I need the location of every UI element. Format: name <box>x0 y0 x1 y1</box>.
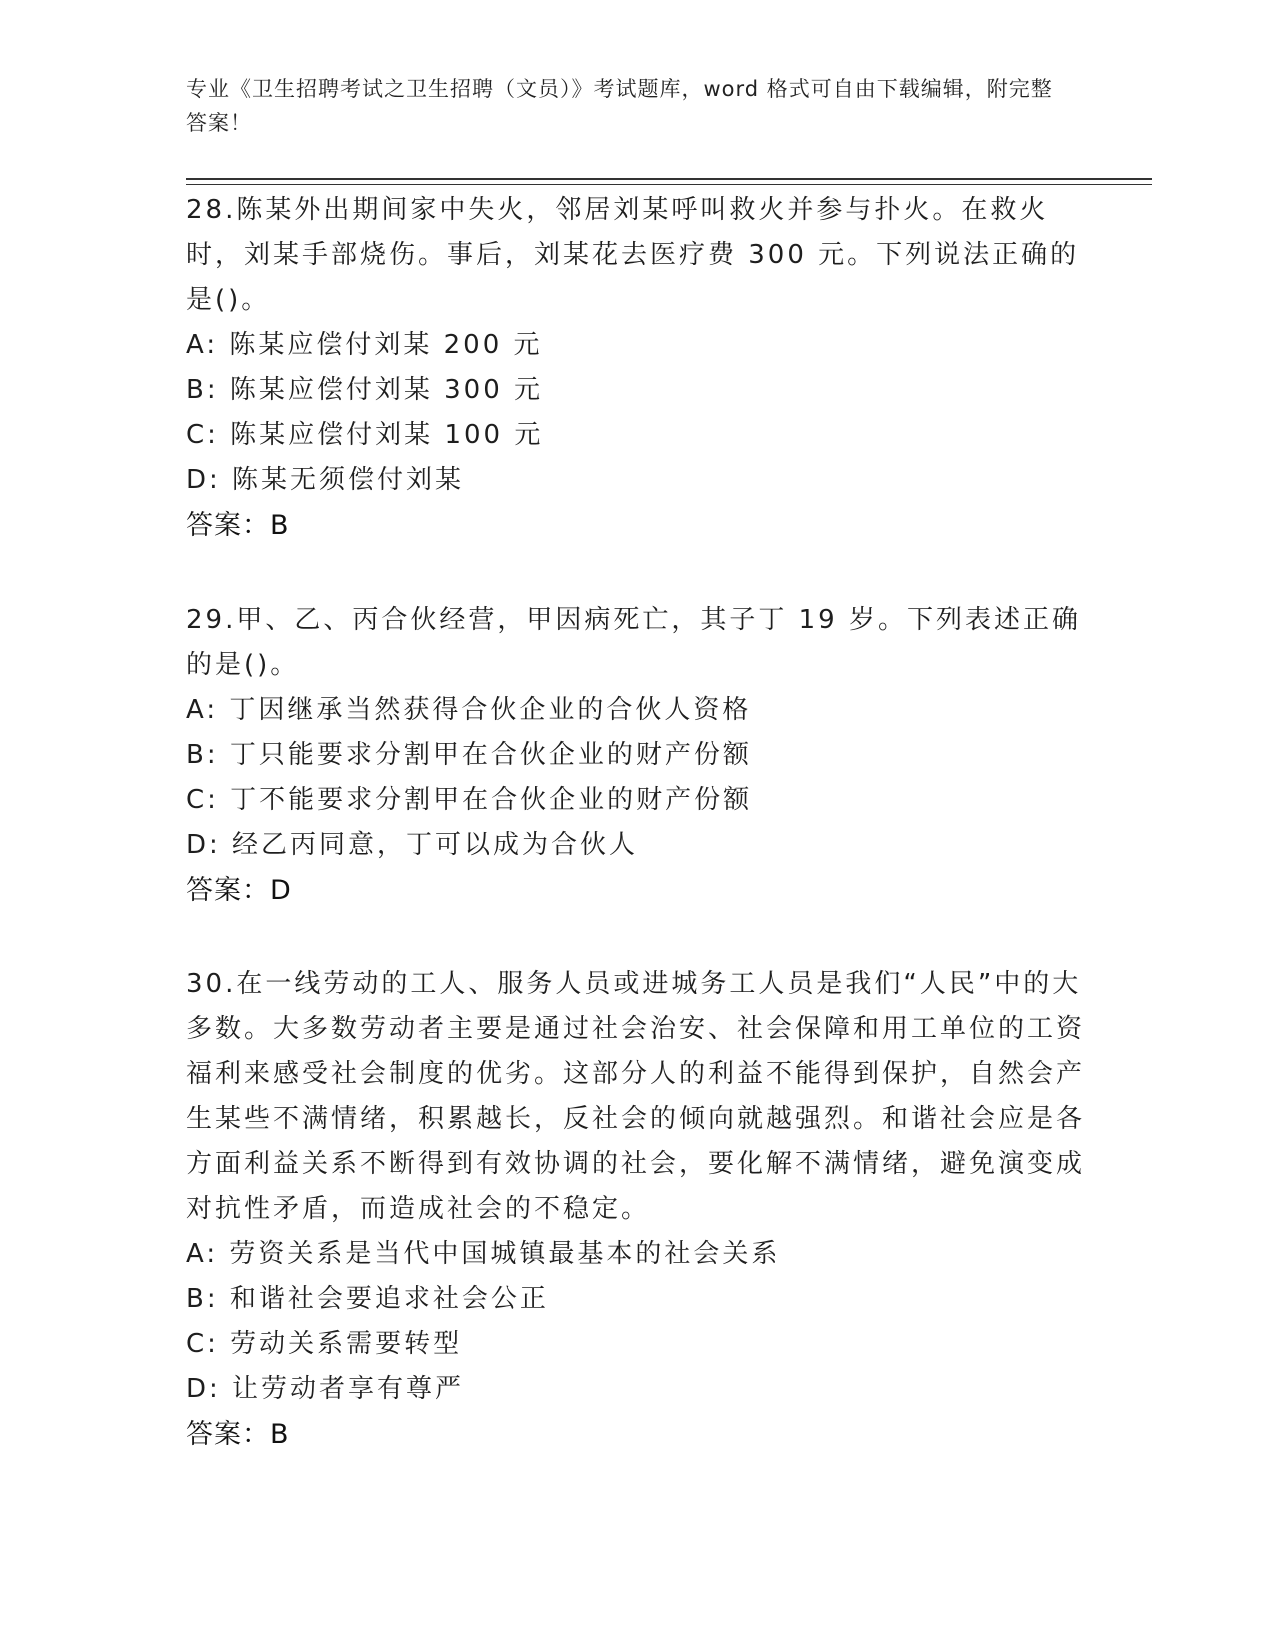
option-a: A: 丁因继承当然获得合伙企业的合伙人资格 <box>186 695 752 725</box>
question-28 <box>186 188 1086 549</box>
option-d: D: 经乙丙同意，丁可以成为合伙人 <box>186 830 639 860</box>
header-divider-thin <box>186 184 1152 185</box>
header-divider-thick <box>186 178 1152 180</box>
answer-label: 答案：B <box>186 1419 290 1450</box>
question-stem: 30.在一线劳动的工人、服务人员或进城务工人员是我们“人民”中的大多数。大多数劳动者主要是通过社会治安、社会保障和用工单位的工资福利来感受社会制度的优劣。这部分人的利益不能得到保护，自然会产生某些不满情绪，积累越长，反社会的倾向就越强烈。和谐社会应是各方面利益关系不断得到有效协调的社会，要化解不满情绪，避免演变成对抗性矛盾，而造成社会的不稳定。 <box>186 969 1086 1224</box>
option-list <box>186 323 1086 503</box>
answer-label: 答案：B <box>186 510 290 541</box>
option-c: C: 劳动关系需要转型 <box>186 1329 463 1359</box>
question-stem: 28.陈某外出期间家中失火，邻居刘某呼叫救火并参与扑火。在救火时，刘某手部烧伤。事后，刘某花去医疗费 300 元。下列说法正确的是()。 <box>186 195 1080 315</box>
option-list <box>186 1232 1086 1412</box>
option-c: C: 陈某应偿付刘某 100 元 <box>186 420 544 450</box>
page-header: 专业《卫生招聘考试之卫生招聘（文员）》考试题库，word 格式可自由下载编辑，附完整答案！ <box>186 77 1053 135</box>
question-29 <box>186 598 1086 914</box>
question-30 <box>186 962 1086 1458</box>
option-a: A: 劳资关系是当代中国城镇最基本的社会关系 <box>186 1239 781 1269</box>
option-c: C: 丁不能要求分割甲在合伙企业的财产份额 <box>186 785 753 815</box>
option-list <box>186 688 1086 868</box>
option-b: B: 陈某应偿付刘某 300 元 <box>186 375 544 405</box>
option-d: D: 陈某无须偿付刘某 <box>186 465 465 495</box>
question-stem: 29.甲、乙、丙合伙经营，甲因病死亡，其子丁 19 岁。下列表述正确的是()。 <box>186 605 1081 680</box>
option-d: D: 让劳动者享有尊严 <box>186 1374 465 1404</box>
answer-label: 答案：D <box>186 875 292 906</box>
option-b: B: 和谐社会要追求社会公正 <box>186 1284 549 1314</box>
option-a: A: 陈某应偿付刘某 200 元 <box>186 330 543 360</box>
option-b: B: 丁只能要求分割甲在合伙企业的财产份额 <box>186 740 752 770</box>
